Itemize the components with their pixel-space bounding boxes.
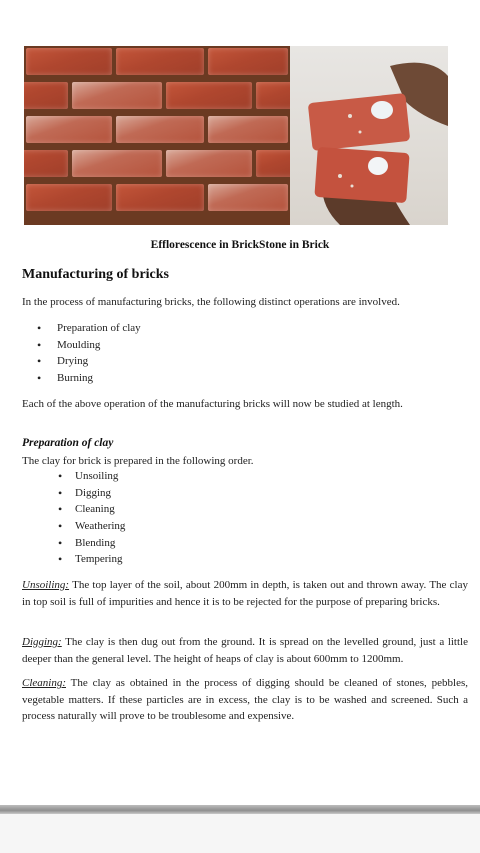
efflorescence-brick-wall-image — [24, 46, 290, 225]
list-item: • Blending — [58, 535, 125, 552]
list-item: • Cleaning — [58, 501, 125, 518]
list-item: • Burning — [22, 370, 141, 387]
list-item: • Digging — [58, 485, 125, 502]
operations-list — [22, 320, 141, 387]
cleaning-term: Cleaning: — [22, 677, 66, 689]
unsoiling-paragraph — [22, 577, 468, 610]
figure-caption: Efflorescence in BrickStone in Brick — [150, 239, 330, 251]
section-intro: In the process of manufacturing bricks, the following distinct operations are involved. — [22, 296, 400, 308]
list-item: • Preparation of clay — [22, 320, 141, 337]
unsoiling-text: The top layer of the soil, about 200mm in depth, is taken out and thrown away. The clay in top soil is full of impurities and hence it is to be rejected for the purpose of preparing bricks. — [22, 579, 468, 608]
section-title: Manufacturing of bricks — [22, 267, 169, 282]
section-summary: Each of the above operation of the manufacturing bricks will now be studied at length. — [22, 398, 403, 410]
list-item: • Weathering — [58, 518, 125, 535]
page-divider — [0, 805, 480, 814]
cleaning-text: The clay as obtained in the process of digging should be cleaned of stones, pebbles, vegetable matters. If these particles are in excess, the clay is to be washed and screened. Such a process naturally will prove to be troublesome and expensive. — [22, 677, 468, 722]
bottom-area — [0, 814, 480, 853]
stone-in-brick-image — [290, 46, 448, 225]
list-item: • Moulding — [22, 337, 141, 354]
list-item: • Unsoiling — [58, 468, 125, 485]
list-item: • Drying — [22, 353, 141, 370]
digging-term: Digging: — [22, 636, 62, 648]
digging-paragraph — [22, 634, 468, 667]
unsoiling-term: Unsoiling: — [22, 579, 70, 591]
subsection-intro: The clay for brick is prepared in the following order. — [22, 455, 254, 467]
subsection-title: Preparation of clay — [22, 437, 114, 449]
cleaning-paragraph — [22, 675, 468, 725]
digging-text: The clay is then dug out from the ground. It is spread on the levelled ground, just a little deeper than the general level. The height of heaps of clay is about 600mm to 1200mm. — [22, 636, 468, 665]
clay-steps-list — [58, 468, 125, 568]
figure-images — [24, 46, 448, 225]
list-item: • Tempering — [58, 551, 125, 568]
